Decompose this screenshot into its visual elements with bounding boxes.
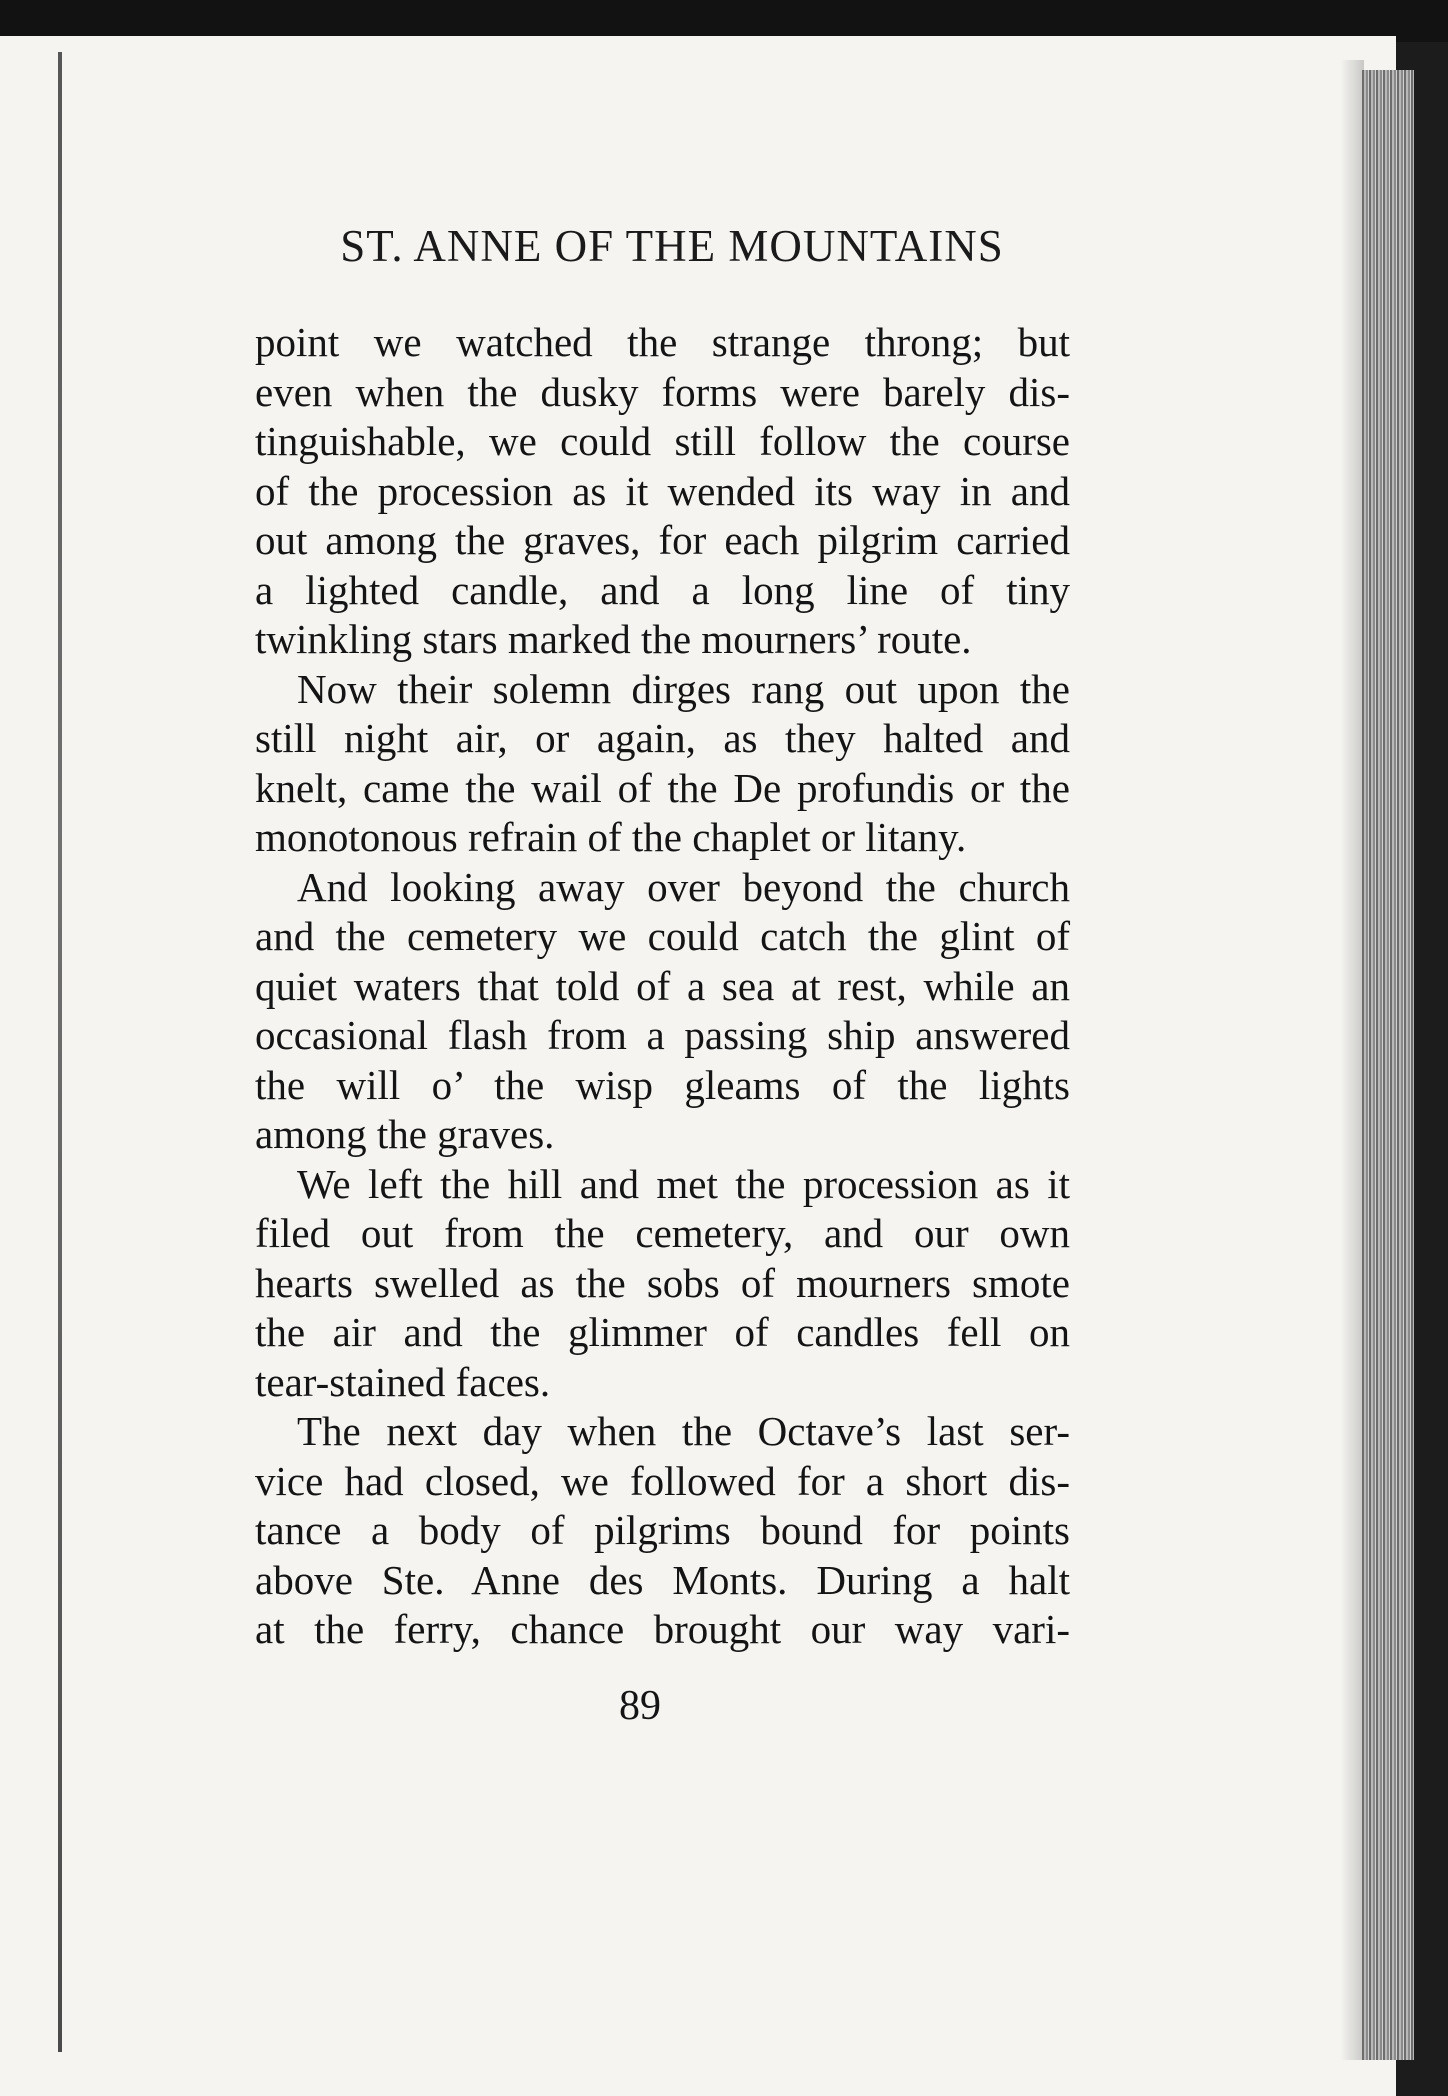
text-line: hearts swelled as the sobs of mourners smote [255,1259,1070,1306]
text-line: Now their solemn dirges rang out upon the [297,665,1070,712]
text-line: And looking away over beyond the church [297,863,1070,910]
text-line: out among the graves, for each pilgrim carried [255,517,1070,563]
gutter-line [58,52,62,2052]
text-line: of the procession as it wended its way in and [255,467,1070,514]
text-line: vice had closed, we followed for a short dis- [255,1457,1070,1504]
text-line: quiet waters that told of a sea at rest, while an [255,962,1070,1009]
text-line: point we watched the strange throng; but [255,319,1070,365]
page-stack-edge [1362,70,1414,2060]
text-line: knelt, came the wail of the De profundis or the [255,764,1070,811]
text-line: still night air, or again, as they halted and [255,715,1070,761]
body-text [255,318,1070,1655]
text-line: The next day when the Octave’s last ser- [297,1408,1070,1454]
text-line: tance a body of pilgrims bound for points [255,1507,1070,1553]
text-line: a lighted candle, and a long line of tiny [255,566,1070,613]
text-line: tinguishable, we could still follow the course [255,418,1070,464]
text-line: the will o’ the wisp gleams of the lights [255,1061,1070,1108]
page-edge-shadow [1340,60,1364,2060]
running-head: ST. ANNE OF THE MOUNTAINS [340,221,1004,271]
text-line: even when the dusky forms were barely dis- [255,368,1070,415]
text-line: occasional flash from a passing ship answered [255,1012,1070,1058]
text-line: the air and the glimmer of candles fell on [255,1309,1070,1355]
text-line: monotonous refrain of the chaplet or litany. [255,814,967,860]
text-line: We left the hill and met the procession as it [297,1160,1070,1207]
text-line: and the cemetery we could catch the glint of [255,913,1070,959]
text-line: filed out from the cemetery, and our own [255,1210,1070,1256]
text-line: at the ferry, chance brought our way vari- [255,1606,1070,1652]
text-line: among the graves. [255,1111,555,1157]
text-line: above Ste. Anne des Monts. During a halt [255,1556,1070,1603]
text-line: tear-stained faces. [255,1358,551,1405]
page-number: 89 [619,1683,661,1729]
text-line: twinkling stars marked the mourners’ route. [255,616,972,662]
